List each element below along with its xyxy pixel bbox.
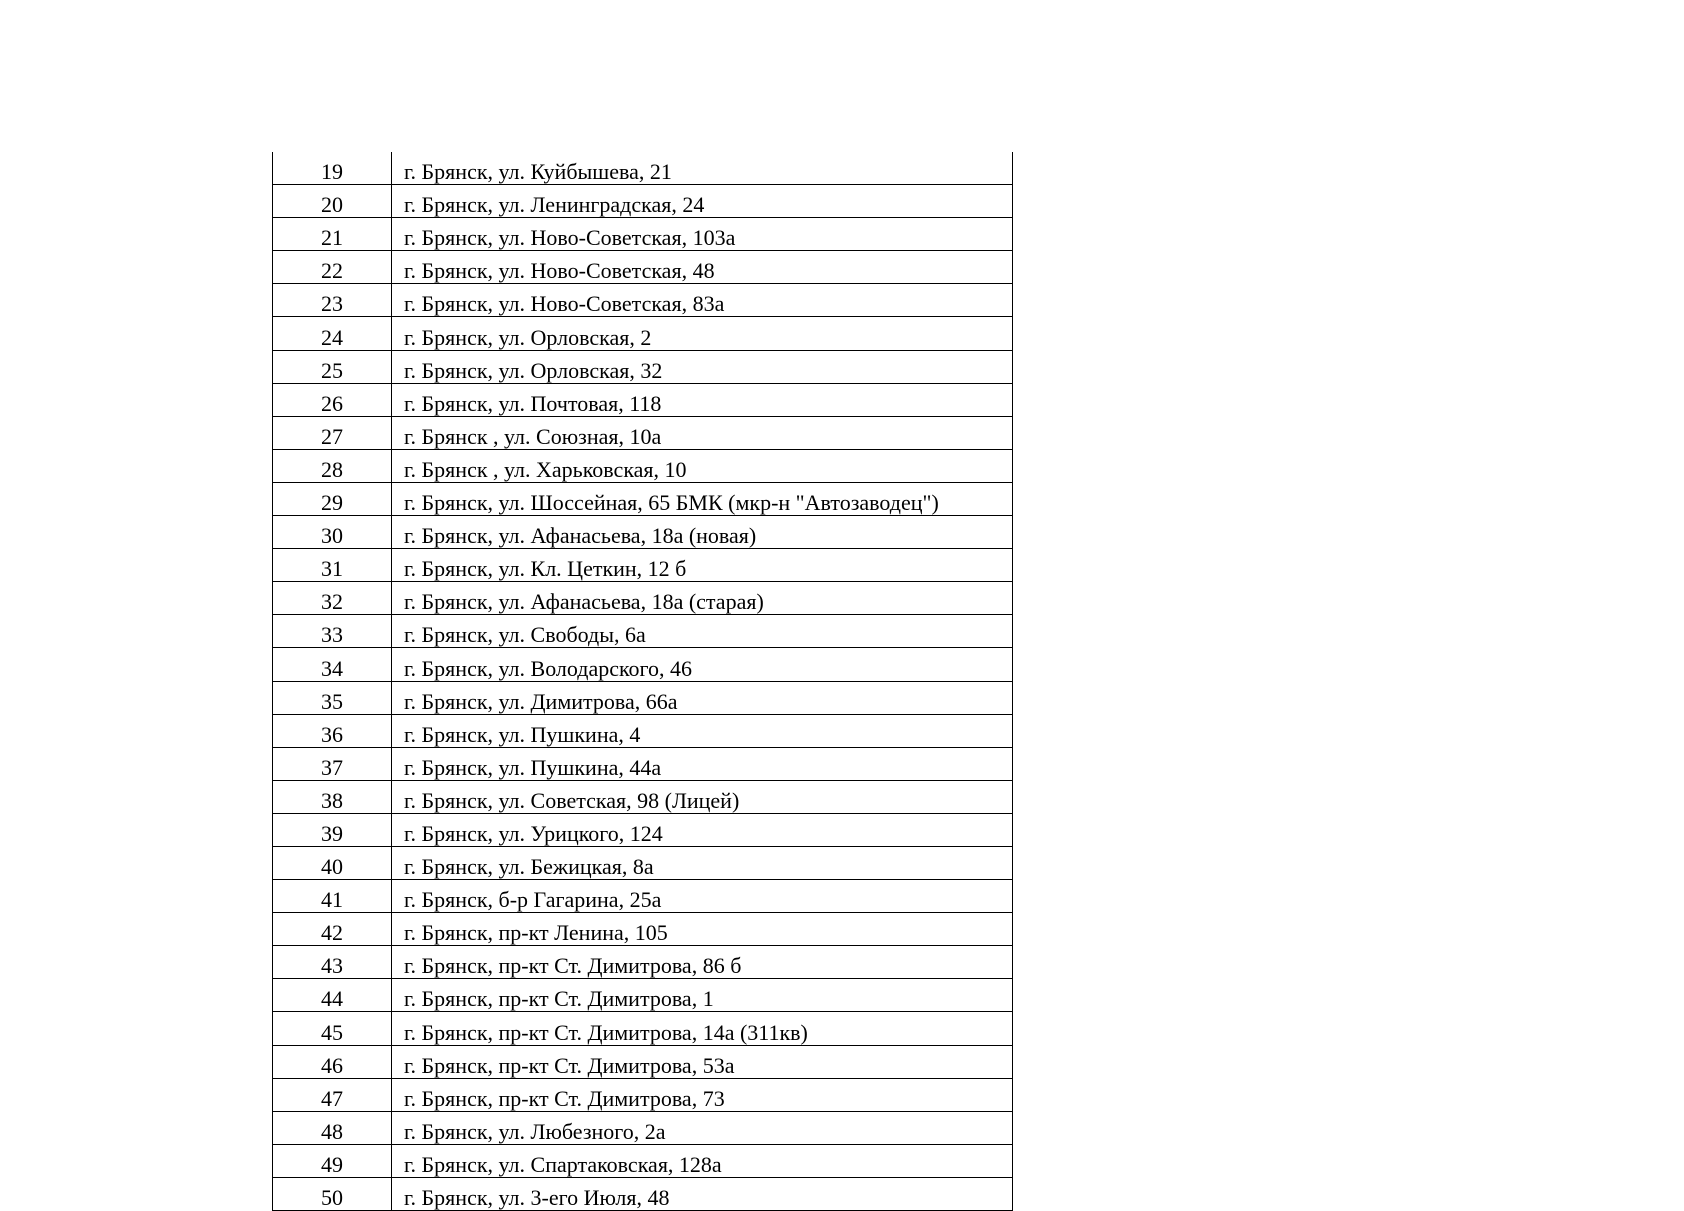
row-number-cell: 47 bbox=[273, 1078, 392, 1111]
row-number-cell: 22 bbox=[273, 251, 392, 284]
address-cell: г. Брянск, пр-кт Ленина, 105 bbox=[392, 913, 1013, 946]
address-cell: г. Брянск, ул. Куйбышева, 21 bbox=[392, 152, 1013, 185]
table-row bbox=[273, 813, 1013, 846]
address-cell: г. Брянск, б-р Гагарина, 25а bbox=[392, 880, 1013, 913]
row-number-cell: 44 bbox=[273, 979, 392, 1012]
table-row bbox=[273, 1111, 1013, 1144]
address-cell: г. Брянск, ул. Шоссейная, 65 БМК (мкр-н "Автозаводец") bbox=[392, 482, 1013, 515]
row-number-cell: 43 bbox=[273, 946, 392, 979]
row-number-cell: 29 bbox=[273, 482, 392, 515]
address-cell: г. Брянск, ул. Афанасьева, 18а (новая) bbox=[392, 516, 1013, 549]
address-cell: г. Брянск, ул. Урицкого, 124 bbox=[392, 813, 1013, 846]
row-number-cell: 27 bbox=[273, 416, 392, 449]
table-row bbox=[273, 152, 1013, 185]
address-cell: г. Брянск, ул. Афанасьева, 18а (старая) bbox=[392, 582, 1013, 615]
table-row bbox=[273, 582, 1013, 615]
table-row bbox=[273, 416, 1013, 449]
table-row bbox=[273, 846, 1013, 879]
address-table bbox=[272, 152, 1013, 1211]
table-row bbox=[273, 284, 1013, 317]
address-cell: г. Брянск, ул. Кл. Цеткин, 12 б bbox=[392, 549, 1013, 582]
table-row bbox=[273, 1012, 1013, 1045]
row-number-cell: 50 bbox=[273, 1177, 392, 1210]
address-cell: г. Брянск, ул. Бежицкая, 8а bbox=[392, 846, 1013, 879]
address-cell: г. Брянск, ул. Спартаковская, 128а bbox=[392, 1144, 1013, 1177]
row-number-cell: 42 bbox=[273, 913, 392, 946]
row-number-cell: 40 bbox=[273, 846, 392, 879]
address-cell: г. Брянск, ул. Ново-Советская, 103а bbox=[392, 218, 1013, 251]
address-table-body bbox=[273, 152, 1013, 1211]
table-row bbox=[273, 780, 1013, 813]
address-cell: г. Брянск, ул. Советская, 98 (Лицей) bbox=[392, 780, 1013, 813]
address-cell: г. Брянск, ул. Почтовая, 118 bbox=[392, 383, 1013, 416]
row-number-cell: 41 bbox=[273, 880, 392, 913]
address-cell: г. Брянск, ул. Пушкина, 44а bbox=[392, 747, 1013, 780]
table-row bbox=[273, 880, 1013, 913]
row-number-cell: 26 bbox=[273, 383, 392, 416]
row-number-cell: 30 bbox=[273, 516, 392, 549]
row-number-cell: 20 bbox=[273, 185, 392, 218]
row-number-cell: 24 bbox=[273, 317, 392, 350]
table-row bbox=[273, 714, 1013, 747]
address-cell: г. Брянск , ул. Харьковская, 10 bbox=[392, 449, 1013, 482]
address-cell: г. Брянск, пр-кт Ст. Димитрова, 53а bbox=[392, 1045, 1013, 1078]
address-cell: г. Брянск, ул. 3-его Июля, 48 bbox=[392, 1177, 1013, 1210]
row-number-cell: 48 bbox=[273, 1111, 392, 1144]
table-row bbox=[273, 1078, 1013, 1111]
address-cell: г. Брянск, пр-кт Ст. Димитрова, 86 б bbox=[392, 946, 1013, 979]
row-number-cell: 25 bbox=[273, 350, 392, 383]
table-row bbox=[273, 317, 1013, 350]
table-row bbox=[273, 1144, 1013, 1177]
row-number-cell: 38 bbox=[273, 780, 392, 813]
row-number-cell: 46 bbox=[273, 1045, 392, 1078]
row-number-cell: 37 bbox=[273, 747, 392, 780]
row-number-cell: 33 bbox=[273, 615, 392, 648]
table-row bbox=[273, 516, 1013, 549]
table-row bbox=[273, 1177, 1013, 1210]
table-row bbox=[273, 482, 1013, 515]
row-number-cell: 21 bbox=[273, 218, 392, 251]
table-row bbox=[273, 1045, 1013, 1078]
table-row bbox=[273, 648, 1013, 681]
address-cell: г. Брянск, ул. Ново-Советская, 83а bbox=[392, 284, 1013, 317]
address-cell: г. Брянск, ул. Свободы, 6а bbox=[392, 615, 1013, 648]
address-cell: г. Брянск, пр-кт Ст. Димитрова, 73 bbox=[392, 1078, 1013, 1111]
table-row bbox=[273, 449, 1013, 482]
table-row bbox=[273, 913, 1013, 946]
row-number-cell: 31 bbox=[273, 549, 392, 582]
row-number-cell: 28 bbox=[273, 449, 392, 482]
table-row bbox=[273, 946, 1013, 979]
address-cell: г. Брянск, ул. Володарского, 46 bbox=[392, 648, 1013, 681]
table-row bbox=[273, 218, 1013, 251]
address-cell: г. Брянск, ул. Пушкина, 4 bbox=[392, 714, 1013, 747]
row-number-cell: 39 bbox=[273, 813, 392, 846]
row-number-cell: 23 bbox=[273, 284, 392, 317]
table-row bbox=[273, 979, 1013, 1012]
row-number-cell: 19 bbox=[273, 152, 392, 185]
address-cell: г. Брянск, ул. Димитрова, 66а bbox=[392, 681, 1013, 714]
table-row bbox=[273, 549, 1013, 582]
address-cell: г. Брянск , ул. Союзная, 10а bbox=[392, 416, 1013, 449]
address-cell: г. Брянск, ул. Любезного, 2а bbox=[392, 1111, 1013, 1144]
address-cell: г. Брянск, ул. Орловская, 32 bbox=[392, 350, 1013, 383]
table-row bbox=[273, 350, 1013, 383]
table-row bbox=[273, 681, 1013, 714]
row-number-cell: 49 bbox=[273, 1144, 392, 1177]
table-row bbox=[273, 185, 1013, 218]
table-row bbox=[273, 747, 1013, 780]
row-number-cell: 35 bbox=[273, 681, 392, 714]
address-cell: г. Брянск, ул. Ново-Советская, 48 bbox=[392, 251, 1013, 284]
address-cell: г. Брянск, ул. Орловская, 2 bbox=[392, 317, 1013, 350]
row-number-cell: 34 bbox=[273, 648, 392, 681]
row-number-cell: 45 bbox=[273, 1012, 392, 1045]
row-number-cell: 32 bbox=[273, 582, 392, 615]
row-number-cell: 36 bbox=[273, 714, 392, 747]
address-cell: г. Брянск, пр-кт Ст. Димитрова, 1 bbox=[392, 979, 1013, 1012]
table-row bbox=[273, 383, 1013, 416]
address-cell: г. Брянск, пр-кт Ст. Димитрова, 14а (311кв) bbox=[392, 1012, 1013, 1045]
address-cell: г. Брянск, ул. Ленинградская, 24 bbox=[392, 185, 1013, 218]
table-row bbox=[273, 615, 1013, 648]
table-row bbox=[273, 251, 1013, 284]
